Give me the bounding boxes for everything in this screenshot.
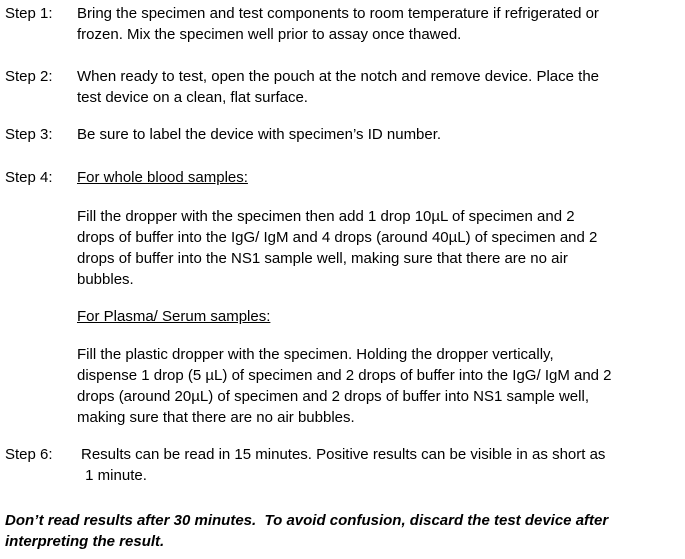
- plasma-serum-text: making sure that there are no air bubbles.: [77, 409, 355, 426]
- whole-blood-text: Fill the dropper with the specimen then add 1 drop 10µL of specimen and 2: [77, 208, 575, 225]
- whole-blood-text: drops of buffer into the IgG/ IgM and 4 drops (around 40µL) of specimen and 2: [77, 229, 598, 246]
- whole-blood-heading: For whole blood samples:: [77, 169, 248, 186]
- warning-note: Don’t read results after 30 minutes. To avoid confusion, discard the test device after: [5, 512, 609, 529]
- plasma-serum-heading: For Plasma/ Serum samples:: [77, 308, 271, 325]
- step-1-text: frozen. Mix the specimen well prior to assay once thawed.: [77, 26, 462, 43]
- plasma-serum-text: dispense 1 drop (5 µL) of specimen and 2 drops of buffer into the IgG/ IgM and 2: [77, 367, 612, 384]
- warning-note: interpreting the result.: [5, 533, 165, 550]
- step-2-text: When ready to test, open the pouch at the notch and remove device. Place the: [77, 68, 599, 85]
- step-3-text: Be sure to label the device with specimen’s ID number.: [77, 126, 442, 143]
- step-2-label: Step 2:: [5, 68, 53, 85]
- step-1-text: Bring the specimen and test components to room temperature if refrigerated or: [77, 5, 599, 22]
- step-2-text: test device on a clean, flat surface.: [77, 89, 308, 106]
- step-3-label: Step 3:: [5, 126, 53, 143]
- step-6-text: Results can be read in 15 minutes. Positive results can be visible in as short as: [81, 446, 606, 463]
- whole-blood-text: drops of buffer into the NS1 sample well, making sure that there are no air: [77, 250, 568, 267]
- step-6-text: 1 minute.: [81, 467, 147, 484]
- whole-blood-text: bubbles.: [77, 271, 134, 288]
- step-6-label: Step 6:: [5, 446, 53, 463]
- plasma-serum-text: Fill the plastic dropper with the specimen. Holding the dropper vertically,: [77, 346, 554, 363]
- step-4-label: Step 4:: [5, 169, 53, 186]
- step-1-label: Step 1:: [5, 5, 53, 22]
- plasma-serum-text: drops (around 20µL) of specimen and 2 drops of buffer into NS1 sample well,: [77, 388, 589, 405]
